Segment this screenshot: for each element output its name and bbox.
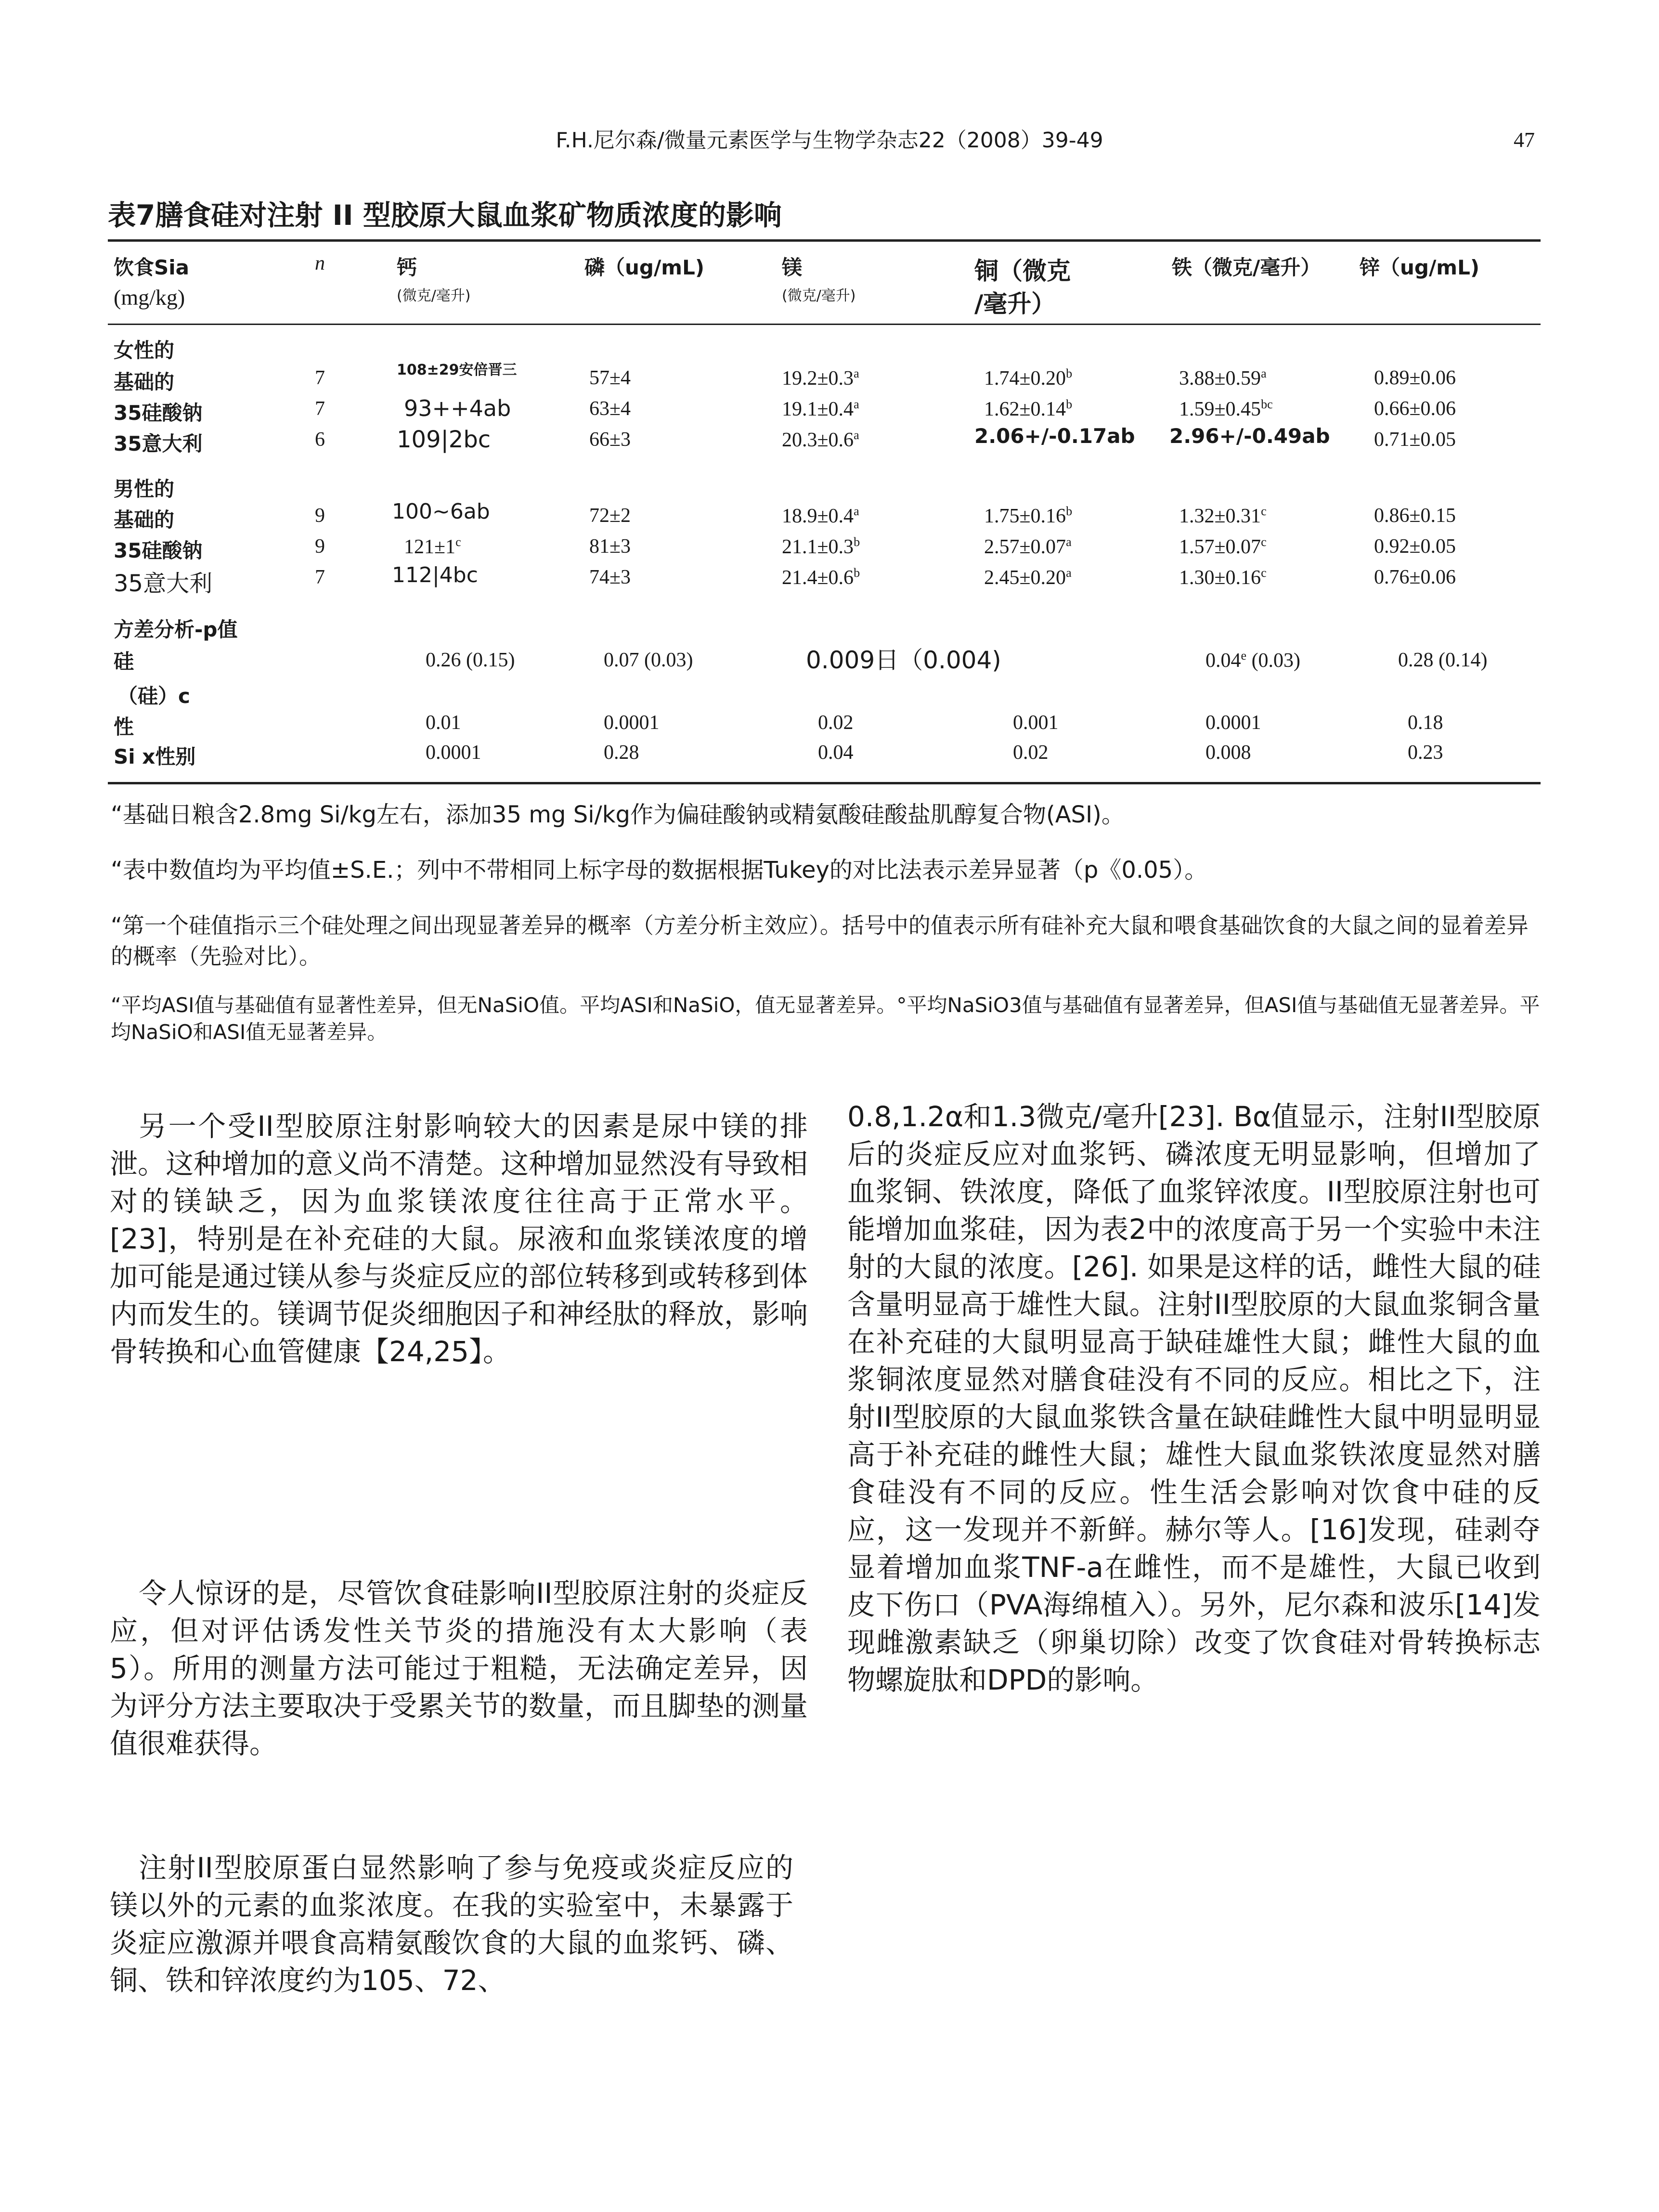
anova-si-mg: 0.009日（0.004) <box>806 646 1001 674</box>
row-cu <box>984 397 1072 421</box>
row-n: 7 <box>315 398 325 420</box>
row-mg-value: 19.2±0.3 <box>782 367 854 390</box>
row-mg-sup: b <box>854 535 860 549</box>
table-footnote: “表中数值均为平均值±S.E.；列中不带相同上标字母的数据根据Tukey的对比法表示差异显著（p《0.05）。 <box>111 857 1208 884</box>
anova-sex-fe: 0.0001 <box>1205 712 1261 734</box>
body-paragraph: 令人惊讶的是，尽管饮食硅影响II型胶原注射的炎症反应，但对评估诱发性关节炎的措施没有太大影响（表5）。所用的测量方法可能过于粗糙，无法确定差异，因为评分方法主要取决于受累关节的数量，而且脚垫的测量值很难获得。 <box>110 1577 808 1760</box>
col-header-mg: 镁 <box>782 256 803 279</box>
row-mg-value: 19.1±0.4 <box>782 398 854 420</box>
row-label: 35意大利 <box>114 432 203 455</box>
row-p: 57±4 <box>589 367 631 389</box>
row-mg <box>782 428 859 452</box>
row-mg <box>782 535 860 559</box>
anova-sex-mg: 0.02 <box>818 712 854 734</box>
row-cu-sup: b <box>1066 504 1073 518</box>
body-paragraph: 0.8,1.2α和1.3微克/毫升[23]. Bα值显示，注射II型胶原后的炎症反应对血浆钙、磷浓度无明显影响，但增加了血浆铜、铁浓度，降低了血浆锌浓度。II型胶原注射也可能增加血浆硅，因为表2中的浓度高于另一个实验中未注射的大鼠的浓度。[26]. 如果是这样的话，雌性大鼠的硅含量明显高于雄性大鼠。注射II型胶原的大鼠血浆铜含量在补充硅的大鼠明显高于缺硅雄性大鼠；雌性大鼠的血浆铜浓度显然对膳食硅没有不同的反应。相比之下，注射II型胶原的大鼠血浆铁含量在缺硅雌性大鼠中明显明显高于补充硅的雌性大鼠；雄性大鼠血浆铁浓度显然对膳食硅没有不同的反应。性生活会影响对饮食中硅的反应，这一发现并不新鲜。赫尔等人。[16]发现，硅剥夺显着增加血浆TNF-a在雌性，而不是雄性，大鼠已收到皮下伤口（PVA海绵植入）。另外，尼尔森和波乐[14]发现雌激素缺乏（卵巢切除）改变了饮食硅对骨转换标志物螺旋肽和DPD的影响。 <box>847 1100 1541 1696</box>
row-cu-sup: b <box>1066 397 1073 411</box>
row-p: 74±3 <box>589 566 631 588</box>
row-mg-sup: b <box>854 566 860 580</box>
anova-sex-ca: 0.01 <box>426 712 461 734</box>
page-number: 47 <box>1514 128 1535 152</box>
anova-six-mg: 0.04 <box>818 742 854 764</box>
row-cu: 2.06+/-0.17ab <box>974 424 1135 448</box>
anova-si-p: 0.07 (0.03) <box>604 649 693 671</box>
col-header-cu: 铜（微克 <box>974 257 1071 285</box>
row-fe-value: 1.57±0.07 <box>1179 536 1261 558</box>
row-p: 66±3 <box>589 429 631 451</box>
row-ca: 100~6ab <box>392 499 490 524</box>
table-footnote: “基础日粮含2.8mg Si/kg左右，添加35 mg Si/kg作为偏硅酸钠或精氨酸硅酸盐肌醇复合物(ASI)。 <box>111 801 1125 828</box>
anova-six-p: 0.28 <box>604 742 639 764</box>
row-ca: 108±29安倍晋三 <box>397 362 517 378</box>
row-cu <box>984 366 1072 390</box>
col-header-mg-unit: (微克/毫升) <box>782 287 856 304</box>
row-cu-value: 2.57±0.07 <box>984 536 1066 558</box>
table-top-rule <box>108 239 1541 242</box>
col-header-diet-unit: (mg/kg) <box>114 285 185 310</box>
row-fe <box>1179 366 1267 390</box>
row-ca: 112|4bc <box>392 563 478 587</box>
anova-sex-zn: 0.18 <box>1408 712 1443 734</box>
row-cu-sup: a <box>1066 566 1072 580</box>
row-mg-sup: a <box>854 428 859 442</box>
anova-six-label: Si x性别 <box>114 745 196 768</box>
row-n: 9 <box>315 505 325 527</box>
row-zn: 0.89±0.06 <box>1374 367 1456 389</box>
col-header-cu-unit: /毫升） <box>974 290 1056 318</box>
row-p: 63±4 <box>589 398 631 420</box>
anova-si-zn: 0.28 (0.14) <box>1398 649 1488 671</box>
row-label: 35硅酸钠 <box>114 401 203 425</box>
body-paragraph: 注射II型胶原蛋白显然影响了参与免疫或炎症反应的镁以外的元素的血浆浓度。在我的实验室中，未暴露于炎症应激源并喂食高精氨酸饮食的大鼠的血浆钙、磷、铜、铁和锌浓度约为105、72、 <box>110 1851 793 1997</box>
anova-six-ca: 0.0001 <box>426 742 481 764</box>
anova-si-fe-sup: e <box>1241 649 1247 663</box>
anova-si-ca: 0.26 (0.15) <box>426 649 515 671</box>
row-ca: 109|2bc <box>397 426 491 453</box>
anova-si-fe-contrast: (0.03) <box>1246 650 1301 672</box>
row-zn: 0.71±0.05 <box>1374 429 1456 451</box>
row-n: 7 <box>315 367 325 389</box>
row-cu-sup: a <box>1066 535 1072 549</box>
row-cu <box>984 504 1072 528</box>
row-zn: 0.86±0.15 <box>1374 505 1456 527</box>
table-bottom-rule <box>108 782 1541 784</box>
anova-sex-p: 0.0001 <box>604 712 660 734</box>
data-table <box>108 243 1541 773</box>
row-label: 基础的 <box>114 508 175 532</box>
col-header-diet: 饮食Sia <box>114 256 189 279</box>
row-cu <box>984 535 1072 559</box>
anova-si-fe <box>1205 649 1300 672</box>
row-mg-sup: a <box>854 366 859 380</box>
row-mg-value: 21.4±0.6 <box>782 567 854 589</box>
anova-sex-cu: 0.001 <box>1013 712 1059 734</box>
row-p: 72±2 <box>589 505 631 527</box>
row-n: 9 <box>315 535 325 558</box>
anova-si-label: 硅 <box>114 650 134 673</box>
table-title: 表7膳食硅对注射 II 型胶原大鼠血浆矿物质浓度的影响 <box>108 199 782 232</box>
row-fe-value: 1.59±0.45 <box>1179 398 1261 420</box>
col-header-fe: 铁（微克/毫升） <box>1172 256 1321 279</box>
table-footnote: “第一个硅值指示三个硅处理之间出现显著差异的概率（方差分析主效应）。括号中的值表示所有硅补充大鼠和喂食基础饮食的大鼠之间的显着差异的概率（先验对比）。 <box>111 912 1529 969</box>
row-mg-sup: a <box>854 397 859 411</box>
anova-label: 方差分析-p值 <box>114 618 238 641</box>
row-zn: 0.76±0.06 <box>1374 566 1456 588</box>
row-label: 35意大利 <box>114 570 213 597</box>
row-fe: 2.96+/-0.49ab <box>1169 424 1330 448</box>
col-header-ca: 钙 <box>397 256 417 279</box>
group-label-male: 男性的 <box>114 477 175 501</box>
row-cu-value: 2.45±0.20 <box>984 567 1066 589</box>
row-cu-value: 1.75±0.16 <box>984 505 1066 527</box>
row-mg <box>782 397 859 421</box>
row-fe-sup: c <box>1261 535 1267 549</box>
anova-six-cu: 0.02 <box>1013 742 1049 764</box>
anova-si-fe-value: 0.04 <box>1205 650 1241 672</box>
row-mg-value: 21.1±0.3 <box>782 536 854 558</box>
col-header-ca-unit: (微克/毫升) <box>397 287 471 304</box>
row-label: 基础的 <box>114 370 175 394</box>
row-fe <box>1179 504 1267 528</box>
row-cu <box>984 566 1072 589</box>
row-label: 35硅酸钠 <box>114 539 203 562</box>
row-fe <box>1179 566 1267 589</box>
row-fe-sup: c <box>1261 566 1267 580</box>
row-fe <box>1179 397 1273 421</box>
row-mg <box>782 504 859 528</box>
row-mg-value: 18.9±0.4 <box>782 505 854 527</box>
row-mg-value: 20.3±0.6 <box>782 429 854 451</box>
row-cu-value: 1.74±0.20 <box>984 367 1066 390</box>
row-fe-sup: bc <box>1261 397 1273 411</box>
row-ca: 93++4ab <box>404 395 511 421</box>
row-fe-sup: c <box>1261 504 1267 518</box>
row-fe-value: 1.30±0.16 <box>1179 567 1261 589</box>
row-ca <box>404 535 461 559</box>
col-header-n: n <box>315 252 325 274</box>
row-mg <box>782 566 860 589</box>
anova-six-zn: 0.23 <box>1408 742 1443 764</box>
col-header-p: 磷（ug/mL) <box>584 256 705 279</box>
row-zn: 0.66±0.06 <box>1374 398 1456 420</box>
row-mg <box>782 366 859 390</box>
row-cu-sup: b <box>1066 366 1073 380</box>
row-fe-value: 1.32±0.31 <box>1179 505 1261 527</box>
row-n: 6 <box>315 429 325 451</box>
anova-six-fe: 0.008 <box>1205 742 1251 764</box>
row-mg-sup: a <box>854 504 859 518</box>
row-cu-value: 1.62±0.14 <box>984 398 1066 420</box>
row-fe <box>1179 535 1267 559</box>
row-ca-sup: c <box>455 535 461 549</box>
body-paragraph: 另一个受II型胶原注射影响较大的因素是尿中镁的排泄。这种增加的意义尚不清楚。这种增加显然没有导致相对的镁缺乏，因为血浆镁浓度往往高于正常水平。[23]，特别是在补充硅的大鼠。尿液和血浆镁浓度的增加可能是通过镁从参与炎症反应的部位转移到或转移到体内而发生的。镁调节促炎细胞因子和神经肽的释放，影响骨转换和心血管健康【24,25】。 <box>110 1110 808 1368</box>
anova-sex-label: 性 <box>114 715 134 739</box>
group-label-female: 女性的 <box>114 338 175 362</box>
row-zn: 0.92±0.05 <box>1374 535 1456 558</box>
anova-si-c-label: （硅）c <box>117 684 190 708</box>
row-fe-sup: a <box>1261 366 1267 380</box>
row-fe-value: 3.88±0.59 <box>1179 367 1261 390</box>
row-ca-value: 121±1 <box>404 536 456 558</box>
row-n: 7 <box>315 566 325 588</box>
row-p: 81±3 <box>589 535 631 558</box>
table-footnote: “平均ASI值与基础值有显著性差异，但无NaSiO值。平均ASI和NaSiO，值无显著差异。°平均NaSiO3值与基础值有显著差异，但ASI值与基础值无显著差异。平均NaSiO和ASI值无显著差异。 <box>111 993 1540 1044</box>
running-head: F.H.尼尔森/微量元素医学与生物学杂志22（2008）39-49 <box>556 128 1103 153</box>
col-header-zn: 锌（ug/mL) <box>1360 256 1480 279</box>
